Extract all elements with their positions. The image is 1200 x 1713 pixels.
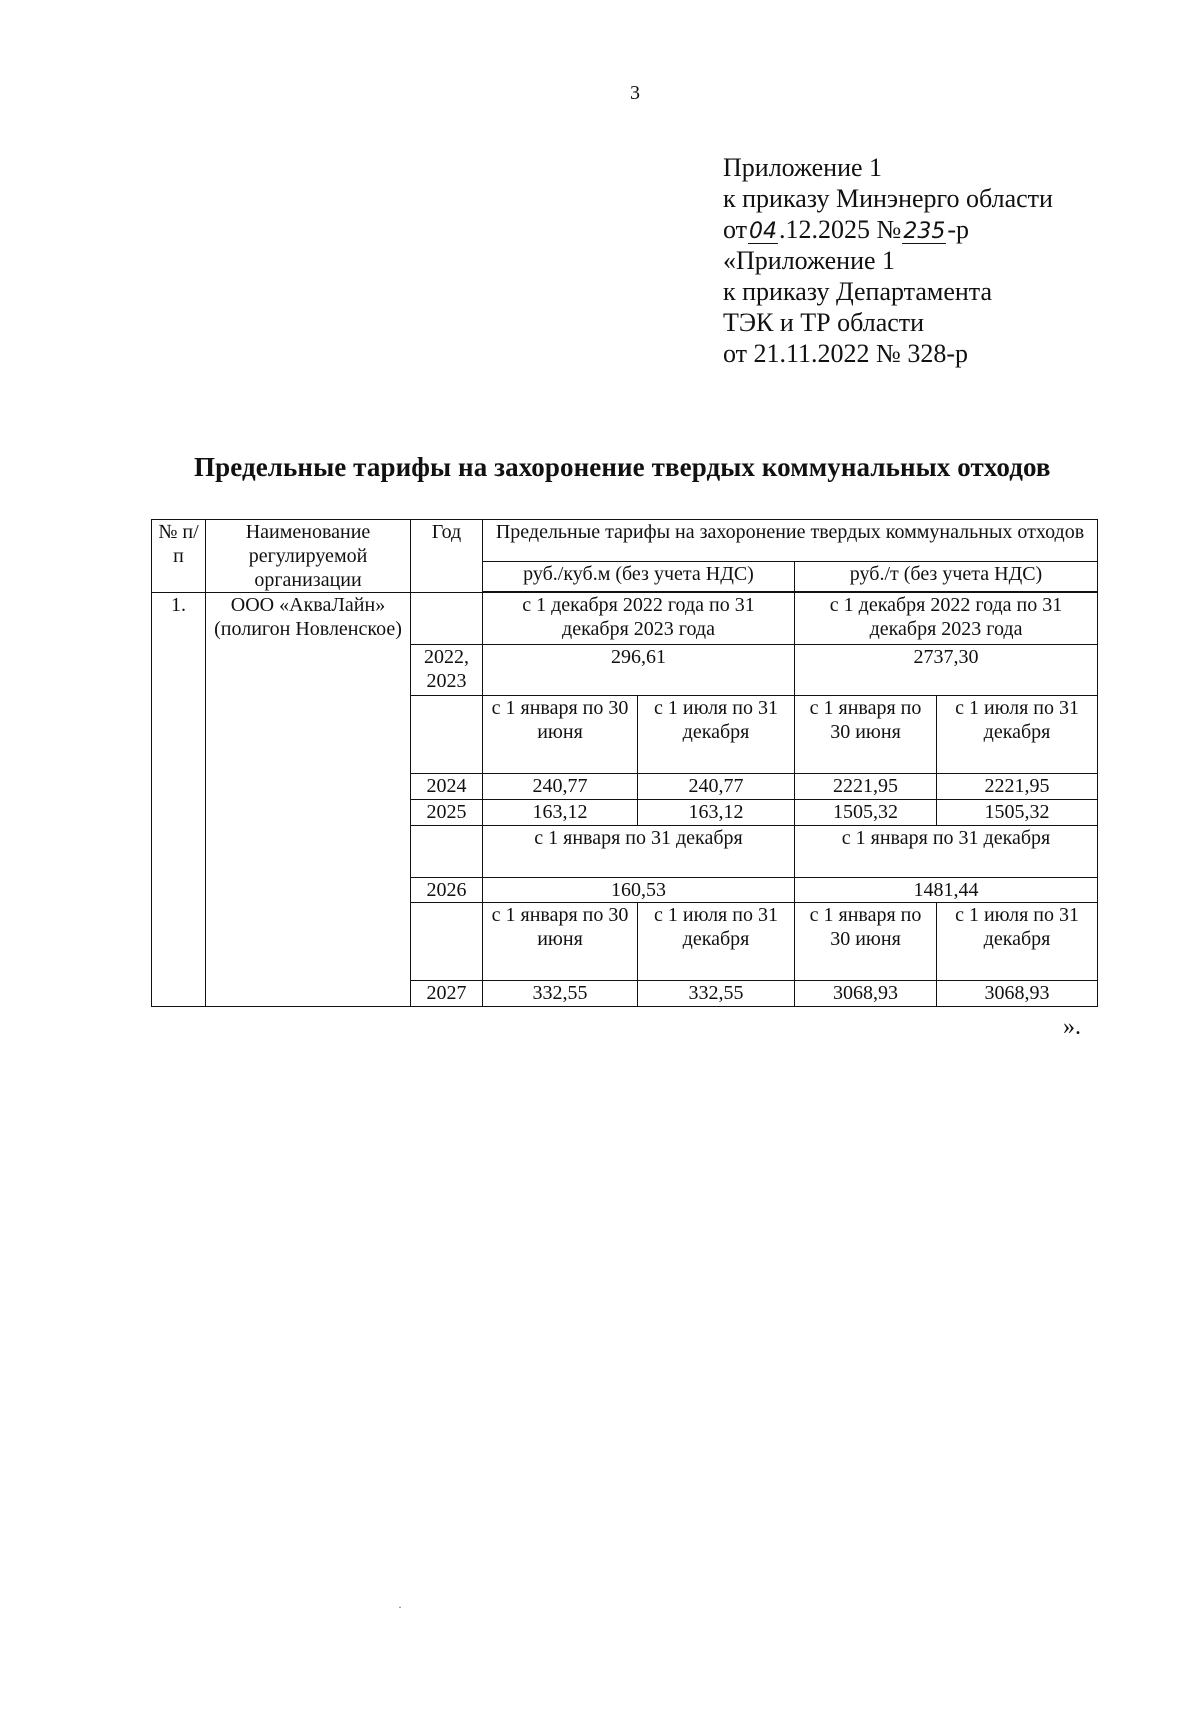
period-cell: с 1 января по 30 июня	[795, 696, 937, 774]
value-cell: 160,53	[483, 878, 795, 903]
appendix-line: Приложение 1	[723, 153, 883, 182]
appendix-line: ТЭК и ТР области	[723, 308, 925, 337]
year-cell: 2027	[411, 981, 483, 1007]
year-cell	[411, 903, 483, 981]
value-cell: 332,55	[638, 981, 795, 1007]
page-number: 3	[630, 82, 640, 104]
period-cell: с 1 января по 30 июня	[483, 903, 638, 981]
order-prefix: от	[723, 215, 748, 244]
header-organization: Наименование регулируемой организации	[206, 520, 411, 593]
handwritten-day: 04	[749, 219, 778, 244]
appendix-line: к приказу Департамента	[723, 277, 993, 306]
appendix-line: к приказу Минэнерго области	[723, 184, 1053, 213]
header-tariffs: Предельные тарифы на захоронение твердых коммунальных отходов	[483, 520, 1098, 562]
year-cell	[411, 826, 483, 878]
value-cell: 3068,93	[937, 981, 1098, 1007]
value-cell: 240,77	[638, 774, 795, 800]
order-suffix: -р	[947, 215, 970, 244]
closing-quote: ».	[1063, 1014, 1081, 1040]
value-cell: 163,12	[638, 800, 795, 826]
value-cell: 1505,32	[937, 800, 1098, 826]
year-cell: 2024	[411, 774, 483, 800]
value-cell: 1481,44	[795, 878, 1098, 903]
order-date: .12.2025 №	[779, 215, 902, 244]
table-row	[152, 593, 1098, 645]
period-cell: с 1 января по 31 декабря	[795, 826, 1098, 878]
header-number: № п/п	[152, 520, 206, 593]
year-cell: 2026	[411, 878, 483, 903]
scan-speck: ·	[398, 1600, 402, 1614]
header-unit-t: руб./т (без учета НДС)	[795, 562, 1098, 591]
table-header-row	[152, 520, 1098, 562]
appendix-line: от 21.11.2022 № 328-р	[723, 339, 969, 368]
period-cell: с 1 декабря 2022 года по 31 декабря 2023 года	[483, 593, 795, 645]
value-cell: 163,12	[483, 800, 638, 826]
value-cell: 240,77	[483, 774, 638, 800]
appendix-header	[723, 152, 1053, 369]
period-cell: с 1 июля по 31 декабря	[937, 696, 1098, 774]
period-cell: с 1 декабря 2022 года по 31 декабря 2023 года	[795, 593, 1098, 645]
period-cell: с 1 января по 31 декабря	[483, 826, 795, 878]
period-cell: с 1 января по 30 июня	[795, 903, 937, 981]
header-unit-m3: руб./куб.м (без учета НДС)	[483, 562, 795, 591]
document-title: Предельные тарифы на захоронение твердых коммунальных отходов	[194, 452, 1051, 482]
header-year: Год	[411, 520, 483, 593]
appendix-line: «Приложение 1	[723, 246, 896, 275]
value-cell: 1505,32	[795, 800, 937, 826]
tariff-table	[151, 519, 1098, 1007]
value-cell: 2221,95	[795, 774, 937, 800]
value-cell: 2737,30	[795, 645, 1098, 696]
year-cell: 2025	[411, 800, 483, 826]
period-cell: с 1 июля по 31 декабря	[638, 696, 795, 774]
period-cell: с 1 января по 30 июня	[483, 696, 638, 774]
handwritten-number: 235	[903, 219, 946, 244]
period-cell: с 1 июля по 31 декабря	[937, 903, 1098, 981]
value-cell: 2221,95	[937, 774, 1098, 800]
organization-name: ООО «АкваЛайн» (полигон Новленское)	[206, 593, 411, 1007]
row-number: 1.	[152, 593, 206, 1007]
value-cell: 296,61	[483, 645, 795, 696]
appendix-order-line	[723, 214, 1053, 245]
year-cell	[411, 593, 483, 645]
value-cell: 3068,93	[795, 981, 937, 1007]
year-cell	[411, 696, 483, 774]
period-cell: с 1 июля по 31 декабря	[638, 903, 795, 981]
value-cell: 332,55	[483, 981, 638, 1007]
year-cell: 2022, 2023	[411, 645, 483, 696]
